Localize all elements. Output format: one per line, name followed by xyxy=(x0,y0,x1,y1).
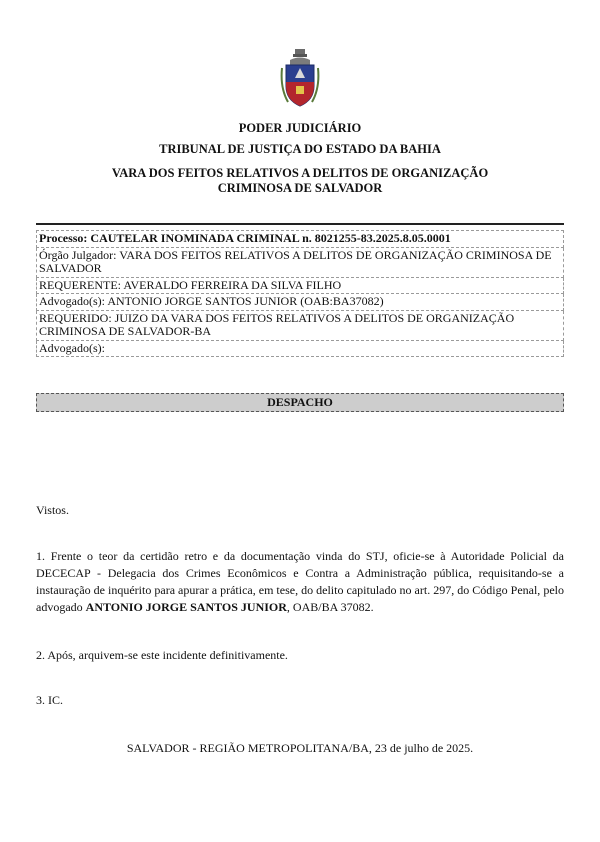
vistos-paragraph: Vistos. xyxy=(36,503,69,517)
paragraph-3: 3. IC. xyxy=(36,693,63,707)
paragraph-1-text: 1. Frente o teor da certidão retro e da documentação vinda do STJ, oficie-se à Autoridade Policial da DECECAP - Delegacia dos Crimes Econômicos e Contra a Administração pública, requisitando-se a instauração de inquérito para apurar a prática, em tese, do delito capitulado no art. 297, do Código Penal, pelo advogado xyxy=(36,549,564,614)
lawyer-name: ANTONIO JORGE SANTOS JUNIOR xyxy=(85,600,287,614)
header-tribunal: TRIBUNAL DE JUSTIÇA DO ESTADO DA BAHIA xyxy=(159,142,441,156)
paragraph-1 xyxy=(36,548,564,616)
table-row xyxy=(37,310,564,340)
table-row xyxy=(37,277,564,294)
advogado-requerido-field: Advogado(s): xyxy=(37,340,564,357)
processo-field: Processo: CAUTELAR INOMINADA CRIMINAL n. 8021255-83.2025.8.05.0001 xyxy=(37,231,564,248)
orgao-julgador-field: Órgão Julgador: VARA DOS FEITOS RELATIVOS A DELITOS DE ORGANIZAÇÃO CRIMINOSA DE SALVADOR xyxy=(37,247,564,277)
requerido-field: REQUERIDO: JUIZO DA VARA DOS FEITOS RELATIVOS A DELITOS DE ORGANIZAÇÃO CRIMINOSA DE SALVADOR-BA xyxy=(37,310,564,340)
case-info-table xyxy=(36,230,564,357)
header-divider xyxy=(36,223,564,225)
table-row xyxy=(37,340,564,357)
table-row xyxy=(37,231,564,248)
table-row xyxy=(37,294,564,311)
header-vara: VARA DOS FEITOS RELATIVOS A DELITOS DE ORGANIZAÇÃO CRIMINOSA DE SALVADOR xyxy=(111,166,489,195)
paragraph-1-oab: , OAB/BA 37082. xyxy=(286,600,374,614)
bahia-coat-of-arms-icon xyxy=(280,48,320,110)
header-poder-judiciario: PODER JUDICIÁRIO xyxy=(238,121,362,135)
paragraph-2: 2. Após, arquivem-se este incidente definitivamente. xyxy=(36,648,288,662)
table-row xyxy=(37,247,564,277)
advogado-requerente-field: Advogado(s): ANTONIO JORGE SANTOS JUNIOR (OAB:BA37082) xyxy=(37,294,564,311)
requerente-field: REQUERENTE: AVERALDO FERREIRA DA SILVA FILHO xyxy=(37,277,564,294)
despacho-title: DESPACHO xyxy=(36,393,564,412)
signature-place-date: SALVADOR - REGIÃO METROPOLITANA/BA, 23 de julho de 2025. xyxy=(126,741,474,755)
